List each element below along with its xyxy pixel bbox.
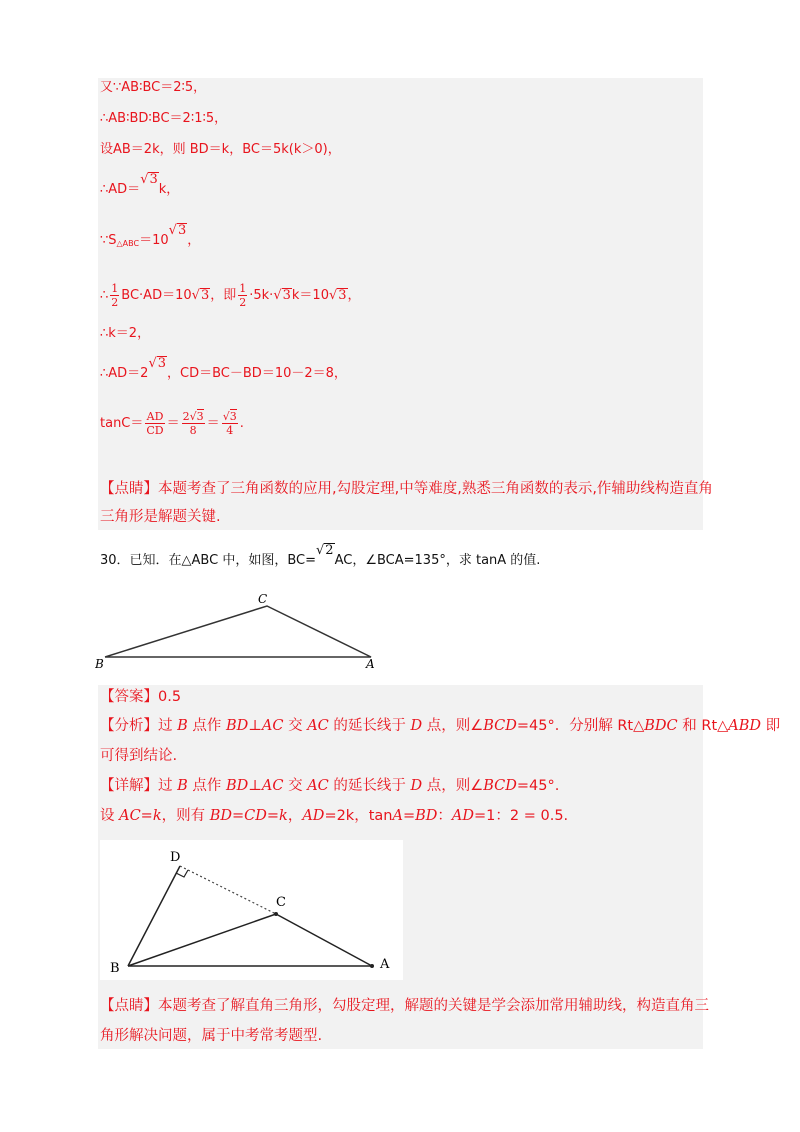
solution-line-8: ∴AD＝2√3，CD＝BC－BD＝10－2＝8， <box>100 356 347 381</box>
comment-line-1: 【点睛】本题考查了三角函数的应用,勾股定理,中等难度,熟悉三角函数的表示,作辅助线构造直角 <box>100 481 713 497</box>
comment2-line-1: 【点睛】本题考查了解直角三角形，勾股定理，解题的关键是学会添加常用辅助线，构造直角三 <box>100 998 709 1014</box>
sqrt3-symbol: √3 <box>273 288 291 303</box>
sqrt3-symbol: √3 <box>148 356 167 371</box>
analysis-line-1: 【分析】过 B 点作 BD⊥AC 交 AC 的延长线于 D 点，则∠BCD=45°．分别解 Rt△BDC 和 Rt△ABD 即 <box>100 718 781 734</box>
solution-line-3: 设AB＝2k，则 BD＝k，BC＝5k(k＞0)， <box>100 142 341 157</box>
answer-line: 【答案】0.5 <box>100 689 182 705</box>
analysis-line-2: 可得到结论. <box>100 748 178 764</box>
comment2-line-2: 角形解决问题，属于中考常考题型. <box>100 1028 323 1044</box>
solution-line-4: ∴AD＝√3k， <box>100 172 180 197</box>
fraction-2sqrt3-8: $\frac{2√3}{8}$ <box>182 410 204 437</box>
question-30: 30．已知．在△ABC 中，如图，BC=√2AC，∠BCA=135°，求 tanA 的值. <box>100 543 541 568</box>
label-c: C <box>258 592 268 606</box>
sqrt3-symbol: √3 <box>191 288 210 303</box>
comment-line-2: 三角形是解题关键. <box>100 509 221 525</box>
label-b: B <box>95 657 104 670</box>
solution-line-7: ∴k＝2， <box>100 326 151 341</box>
label-d: D <box>170 850 181 865</box>
solution-line-2: ∴AB∶BD∶BC＝2∶1∶5， <box>100 111 228 126</box>
fraction-sqrt3-4: $\frac{√3}{4}$ <box>222 410 237 437</box>
solution-line-9: tanC＝ $\frac{AD}{CD}$ ＝ $\frac{2√3}{8}$ ＝ $\frac{√3}{4}$ . <box>100 410 244 437</box>
detail-line-1: 【详解】过 B 点作 BD⊥AC 交 AC 的延长线于 D 点，则∠BCD=45°. <box>100 778 560 794</box>
label-b: B <box>110 961 120 976</box>
fraction-ad-cd: $\frac{AD}{CD}$ <box>146 410 164 437</box>
label-c: C <box>276 895 286 910</box>
sqrt3-symbol: √3 <box>140 172 158 187</box>
triangle-figure-2 <box>100 840 403 980</box>
solution-line-5: $\because S_{\triangle ABC}=10√3$， <box>100 223 201 248</box>
detail-line-2: 设 AC=k，则有 BD=CD=k，AD=2k，tanA=BD：AD=1：2 = 0.5. <box>100 808 569 824</box>
solution-line-6: ∴ $\frac{1}{2}$ BC·AD＝10√3，即 $\frac{1}{2}$ ·5k·√3k＝10√3， <box>100 282 361 309</box>
label-a: A <box>380 957 390 972</box>
sqrt3-symbol: √3 <box>328 288 347 303</box>
solution-line-1: 又∵AB∶BC＝2∶5， <box>100 80 207 95</box>
sqrt2-symbol: √2 <box>316 543 334 558</box>
triangle-figure-1 <box>95 590 390 670</box>
fraction-half: $\frac{1}{2}$ <box>111 282 119 309</box>
label-a: A <box>366 657 375 670</box>
sqrt3-symbol: √3 <box>168 223 187 238</box>
fraction-half: $\frac{1}{2}$ <box>239 282 247 309</box>
